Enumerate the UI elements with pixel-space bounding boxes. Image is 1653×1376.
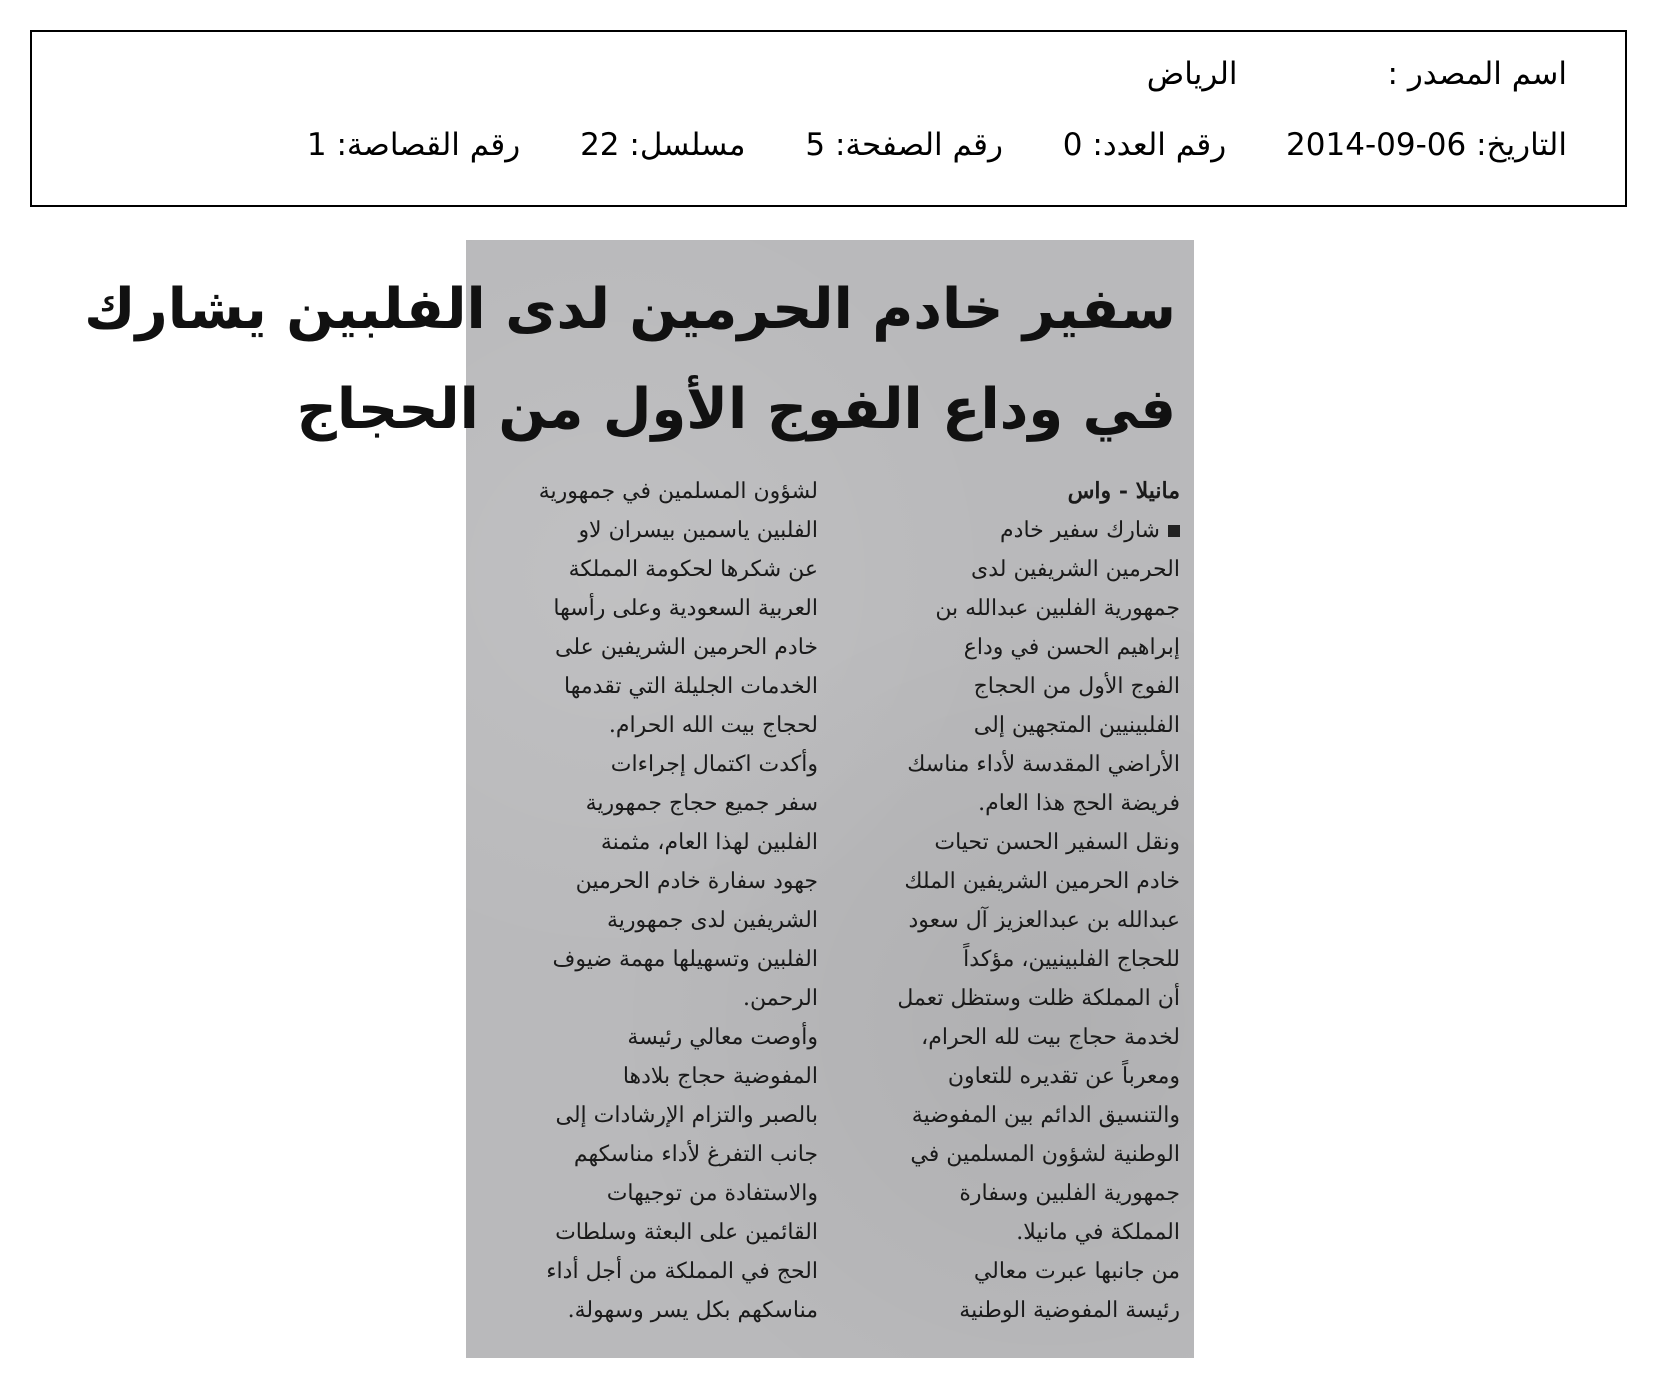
serial-label: مسلسل: xyxy=(629,127,746,163)
paragraph-line: لحجاج بيت الله الحرام. xyxy=(608,713,818,738)
paragraph-line: بالصبر والتزام الإرشادات إلى xyxy=(555,1103,818,1128)
paragraph-line: الأراضي المقدسة لأداء مناسك xyxy=(907,752,1180,777)
paragraph-line: المملكة في مانيلا. xyxy=(1016,1220,1180,1245)
bullet-square-icon xyxy=(1168,525,1180,537)
issue-label: رقم العدد: xyxy=(1092,127,1227,163)
page-value: 5 xyxy=(805,127,826,163)
paragraph-line: ومعرباً عن تقديره للتعاون xyxy=(947,1064,1180,1089)
paragraph-line: الحرمين الشريفين لدى xyxy=(971,557,1180,582)
paragraph-line: رئيسة المفوضية الوطنية xyxy=(959,1298,1180,1323)
paragraph-line: عبدالله بن عبدالعزيز آل سعود xyxy=(908,908,1180,933)
serial-value: 22 xyxy=(580,127,620,163)
paragraph-line: العربية السعودية وعلى رأسها xyxy=(553,596,818,621)
clip-value: 1 xyxy=(306,127,327,163)
issue-value: 0 xyxy=(1062,127,1083,163)
paragraph-line: للحجاج الفلبينيين، مؤكداً xyxy=(963,947,1180,972)
paragraph-line: من جانبها عبرت معالي xyxy=(973,1259,1180,1284)
paragraph-line: لشؤون المسلمين في جمهورية xyxy=(538,479,818,504)
paragraph-line: لخدمة حجاج بيت لله الحرام، xyxy=(921,1025,1180,1050)
paragraph-line: فريضة الحج هذا العام. xyxy=(978,791,1180,816)
paragraph-line: الحج في المملكة من أجل أداء xyxy=(546,1259,818,1284)
paragraph-line: جمهورية الفلبين وسفارة xyxy=(959,1181,1180,1206)
source-row xyxy=(1147,56,1567,92)
clip-label: رقم القصاصة: xyxy=(336,127,521,163)
paragraph-line: سفر جميع حجاج جمهورية xyxy=(585,791,818,816)
article-headline xyxy=(84,260,1176,460)
dateline: مانيلا - واس xyxy=(1067,478,1180,504)
paragraph-line: مناسكهم بكل يسر وسهولة. xyxy=(567,1298,818,1323)
headline-line-1: سفير خادم الحرمين لدى الفلبين يشارك xyxy=(84,277,1176,342)
paragraph-line: أن المملكة ظلت وستظل تعمل xyxy=(897,986,1180,1011)
paragraph-line: ونقل السفير الحسن تحيات xyxy=(934,830,1180,855)
paragraph-line: جهود سفارة خادم الحرمين xyxy=(575,869,818,894)
paragraph-line: الفلبين ياسمين بيسران لاو xyxy=(578,518,818,543)
date-value: 2014-09-06 xyxy=(1286,127,1467,163)
article-column-left xyxy=(480,472,818,1330)
paragraph-line: إبراهيم الحسن في وداع xyxy=(963,635,1180,660)
date-label: التاريخ: xyxy=(1476,127,1567,163)
paragraph-line: والتنسيق الدائم بين المفوضية xyxy=(911,1103,1180,1128)
newspaper-clipping xyxy=(84,240,1194,1358)
paragraph-line: الشريفين لدى جمهورية xyxy=(606,908,818,933)
paragraph-line: خادم الحرمين الشريفين الملك xyxy=(904,869,1180,894)
paragraph-line: خادم الحرمين الشريفين على xyxy=(555,635,818,660)
paragraph-line: القائمين على البعثة وسلطات xyxy=(555,1220,818,1245)
paragraph-line: الفوج الأول من الحجاج xyxy=(973,674,1180,699)
source-label: اسم المصدر : xyxy=(1387,56,1567,92)
paragraph-line: المفوضية حجاج بلادها xyxy=(622,1064,818,1089)
source-value: الرياض xyxy=(1146,56,1238,92)
meta-row xyxy=(307,127,1567,163)
paragraph-line: الفلبين وتسهيلها مهمة ضيوف xyxy=(552,947,818,972)
paragraph-line: جمهورية الفلبين عبدالله بن xyxy=(935,596,1180,621)
paragraph-line: الفلبين لهذا العام، مثمنة xyxy=(600,830,818,855)
page-label: رقم الصفحة: xyxy=(834,127,1003,163)
document-info-box xyxy=(30,30,1627,207)
paragraph-line: شارك سفير خادم xyxy=(842,511,1180,550)
paragraph-line: وأكدت اكتمال إجراءات xyxy=(610,752,818,777)
paragraph-line: الوطنية لشؤون المسلمين في xyxy=(910,1142,1180,1167)
paragraph-line: وأوصت معالي رئيسة xyxy=(627,1025,818,1050)
paragraph-line: الفلبينيين المتجهين إلى xyxy=(973,713,1180,738)
paragraph-line: جانب التفرغ لأداء مناسكهم xyxy=(573,1142,818,1167)
paragraph-line: والاستفادة من توجيهات xyxy=(606,1181,818,1206)
paragraph-line: عن شكرها لحكومة المملكة xyxy=(568,557,818,582)
paragraph-line: الخدمات الجليلة التي تقدمها xyxy=(564,674,818,699)
article-column-right xyxy=(842,472,1180,1330)
paragraph-line: الرحمن. xyxy=(742,986,818,1011)
headline-line-2: في وداع الفوج الأول من الحجاج xyxy=(296,377,1176,442)
